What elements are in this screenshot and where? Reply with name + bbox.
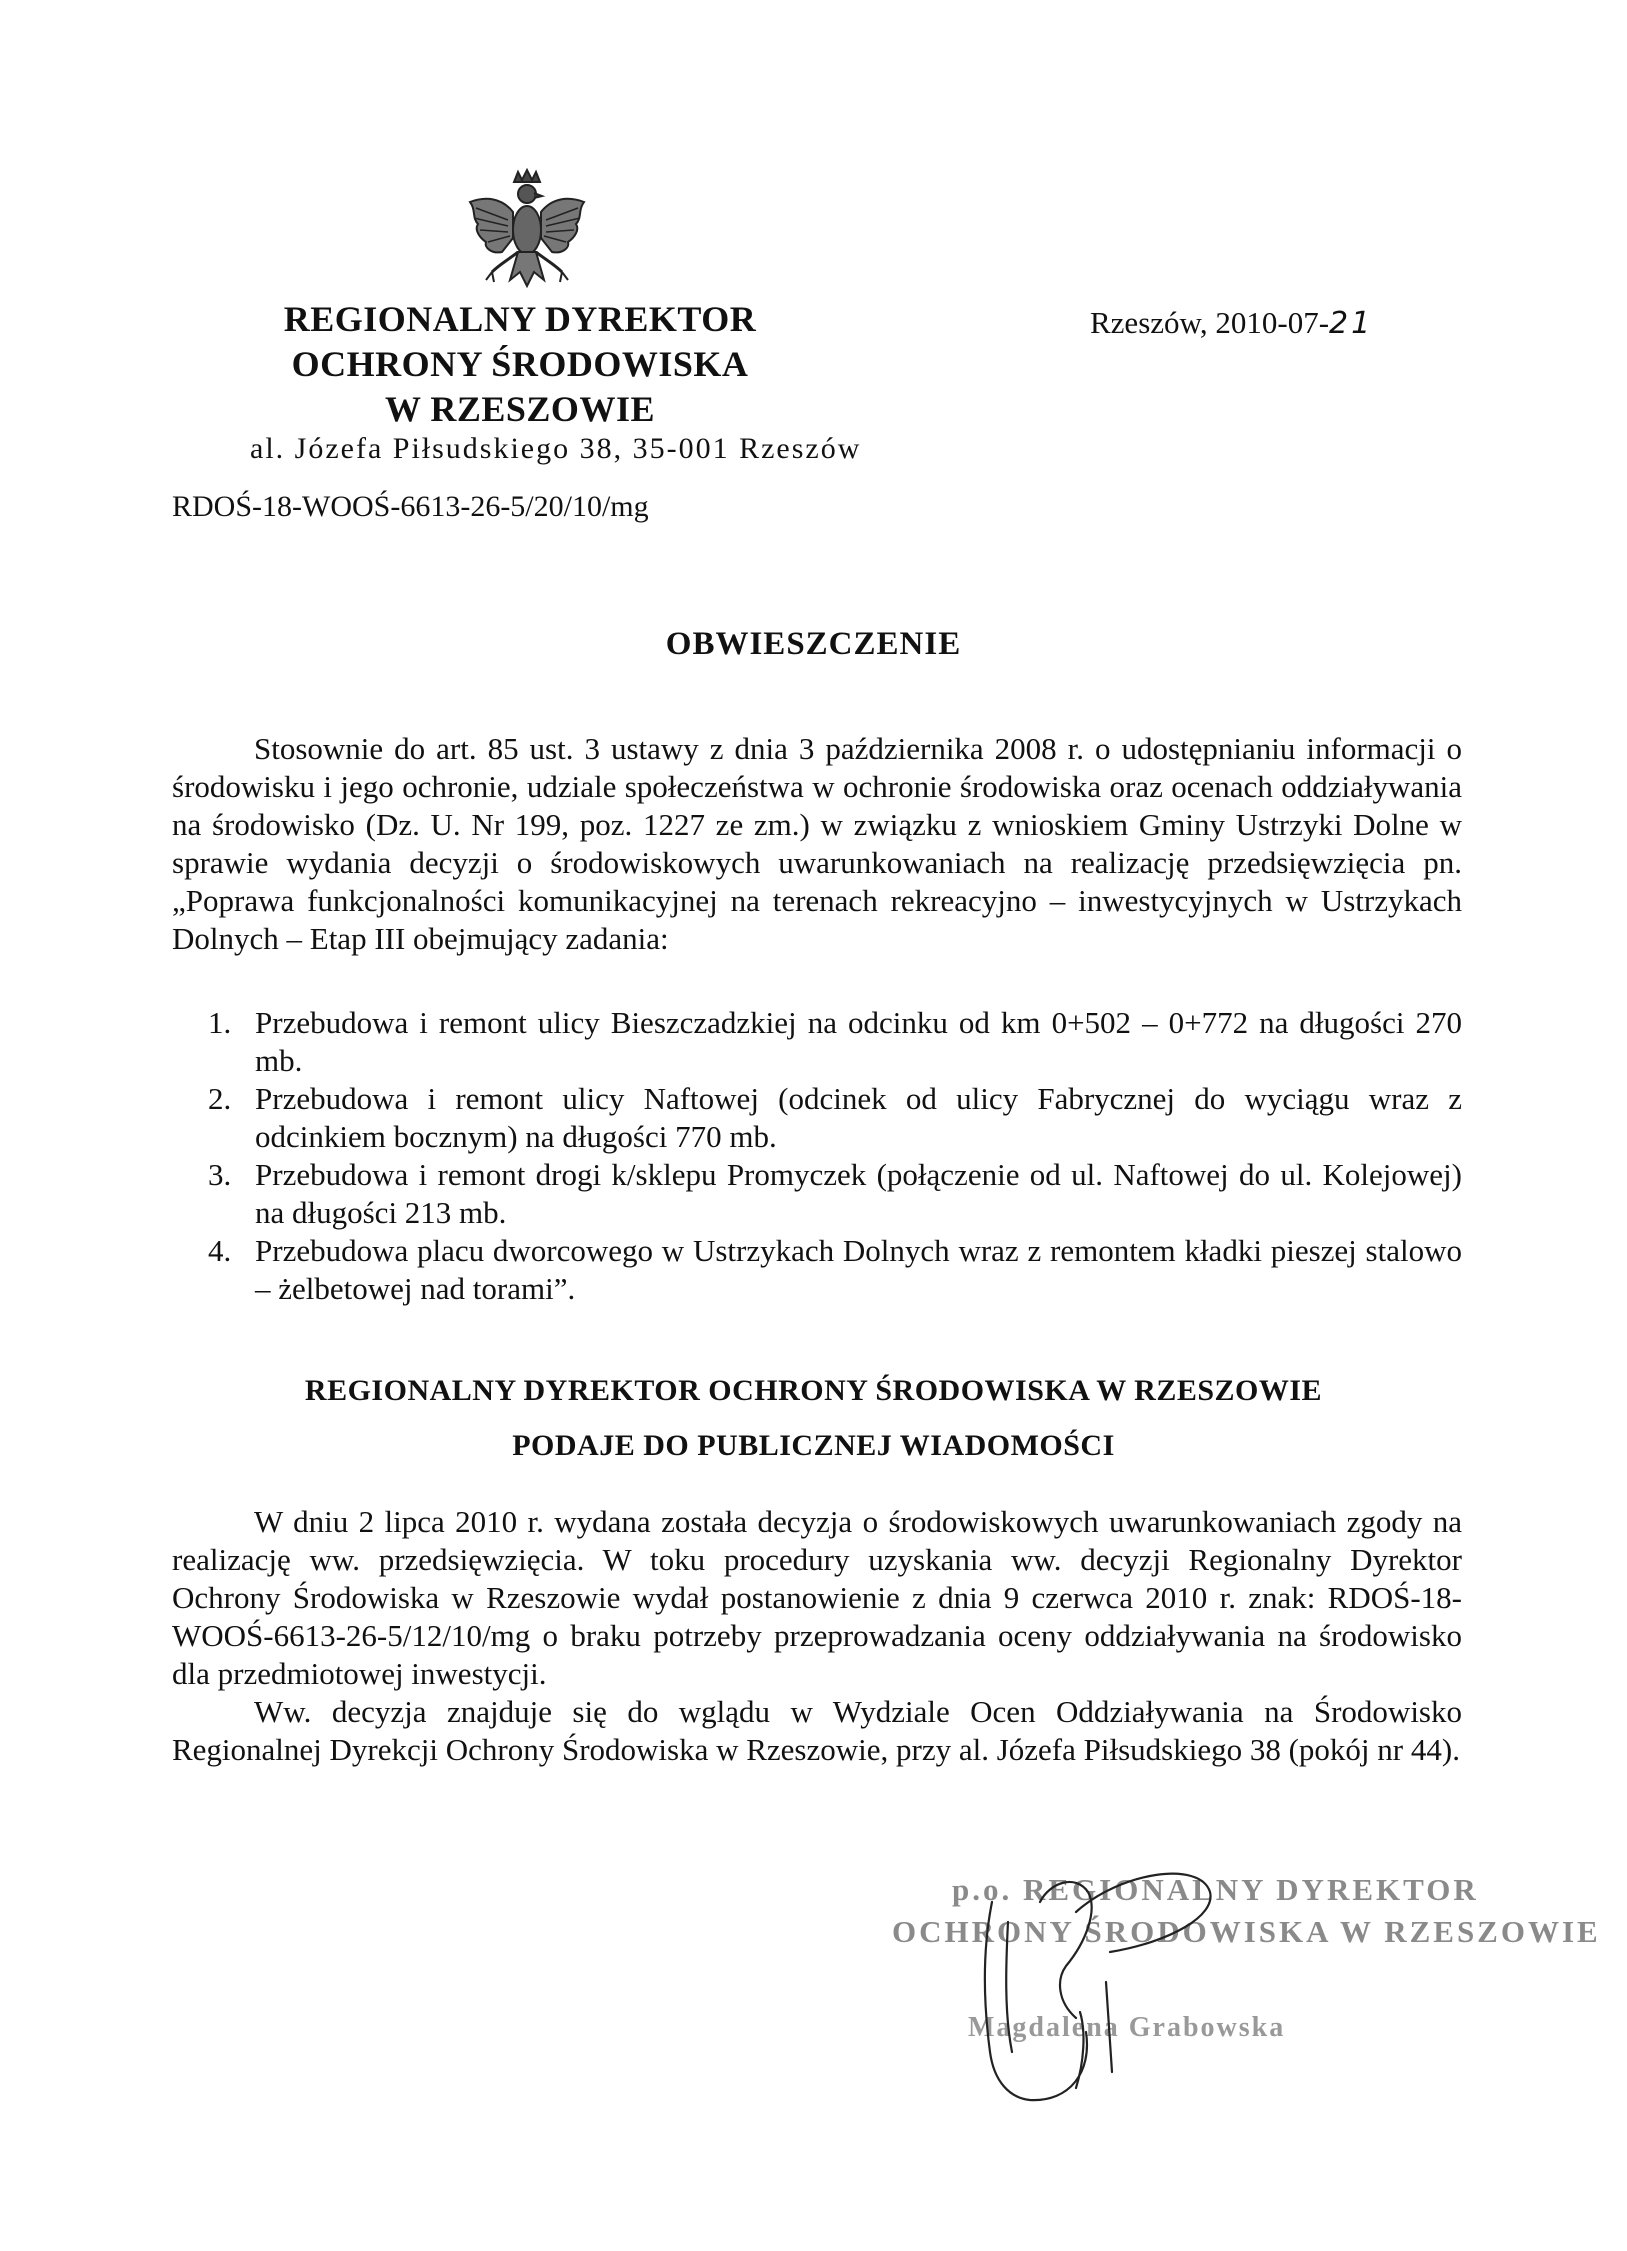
list-item-number: 4. — [208, 1233, 232, 1268]
stamp-signatory-name: Magdalena Grabowska — [968, 2012, 1286, 2043]
stamp-line-2: OCHRONY ŚRODOWISKA W RZESZOWIE — [892, 1914, 1601, 1949]
section-heading-line-1: REGIONALNY DYREKTOR OCHRONY ŚRODOWISKA W RZESZOWIE — [304, 1374, 1323, 1407]
document-title: OBWIESZCZENIE — [665, 626, 962, 662]
list-item-number: 1. — [208, 1005, 232, 1040]
list-item-number: 3. — [208, 1157, 232, 1192]
eagle-emblem-icon — [462, 168, 592, 308]
institution-name-line-1: REGIONALNY DYREKTOR — [283, 299, 757, 339]
list-item-text: Przebudowa i remont ulicy Naftowej (odcinek od ulicy Fabrycznej do wyciągu wraz z odcinkiem bocznym) na długości 770 mb. — [255, 1081, 1462, 1154]
stamp-line-1: p.o. REGIONALNY DYREKTOR — [952, 1872, 1479, 1907]
institution-name-line-3: W RZESZOWIE — [385, 389, 655, 429]
intro-paragraph: Stosownie do art. 85 ust. 3 ustawy z dnia 3 października 2008 r. o udostępnianiu informacji o środowisku i jego ochronie, udziale społeczeństwa w ochronie środowiska oraz ocenach oddziaływania na środowisko (Dz. U. Nr 199, poz. 1227 ze zm.) w związku z wnioskiem Gminy Ustrzyki Dolne w sprawie wydania decyzji o środowiskowych uwarunkowaniach na realizację przedsięwzięcia pn. „Poprawa funkcjonalności komunikacyjnej na terenach rekreacyjno – inwestycyjnych w Ustrzykach Dolnych – Etap III obejmujący zadania: — [172, 731, 1462, 956]
list-item-text: Przebudowa i remont ulicy Bieszczadzkiej na odcinku od km 0+502 – 0+772 na długości 270 mb. — [255, 1005, 1462, 1078]
handwritten-signature-icon — [880, 1862, 1360, 2122]
inspection-paragraph: Ww. decyzja znajduje się do wglądu w Wydziale Ocen Oddziaływania na Środowisko Regionalnej Dyrekcji Ochrony Środowiska w Rzeszowie, przy al. Józefa Piłsudskiego 38 (pokój nr 44). — [172, 1694, 1462, 1767]
institution-address: al. Józefa Piłsudskiego 38, 35-001 Rzeszów — [250, 432, 862, 465]
list-item-number: 2. — [208, 1081, 232, 1116]
reference-number: RDOŚ-18-WOOŚ-6613-26-5/20/10/mg — [172, 490, 649, 523]
official-stamp — [880, 1862, 1601, 2122]
list-item — [172, 1080, 1462, 1156]
decision-paragraph: W dniu 2 lipca 2010 r. wydana została decyzja o środowiskowych uwarunkowaniach zgody na realizację ww. przedsięwzięcia. W toku procedury uzyskania ww. decyzji Regionalny Dyrektor Ochrony Środowiska w Rzeszowie wydał postanowienie z dnia 9 czerwca 2010 r. znak: RDOŚ-18-WOOŚ-6613-26-5/12/10/mg o braku potrzeby przeprowadzania oceny oddziaływania na środowisko dla przedmiotowej inwestycji. — [172, 1504, 1462, 1691]
section-heading-line-2: PODAJE DO PUBLICZNEJ WIADOMOŚCI — [512, 1429, 1115, 1462]
institution-name-line-2: OCHRONY ŚRODOWISKA — [291, 344, 749, 384]
list-item — [172, 1004, 1462, 1080]
list-item — [172, 1232, 1462, 1308]
list-item — [172, 1156, 1462, 1232]
place-date-printed: Rzeszów, 2010-07- — [1090, 305, 1330, 340]
place-date-handwritten-day: 21 — [1329, 306, 1374, 341]
list-item-text: Przebudowa placu dworcowego w Ustrzykach Dolnych wraz z remontem kładki pieszej stalowo – żelbetowej nad torami”. — [255, 1233, 1462, 1306]
list-item-text: Przebudowa i remont drogi k/sklepu Promyczek (połączenie od ul. Naftowej do ul. Kolejowej) na długości 213 mb. — [255, 1157, 1462, 1230]
place-and-date — [1090, 305, 1373, 341]
